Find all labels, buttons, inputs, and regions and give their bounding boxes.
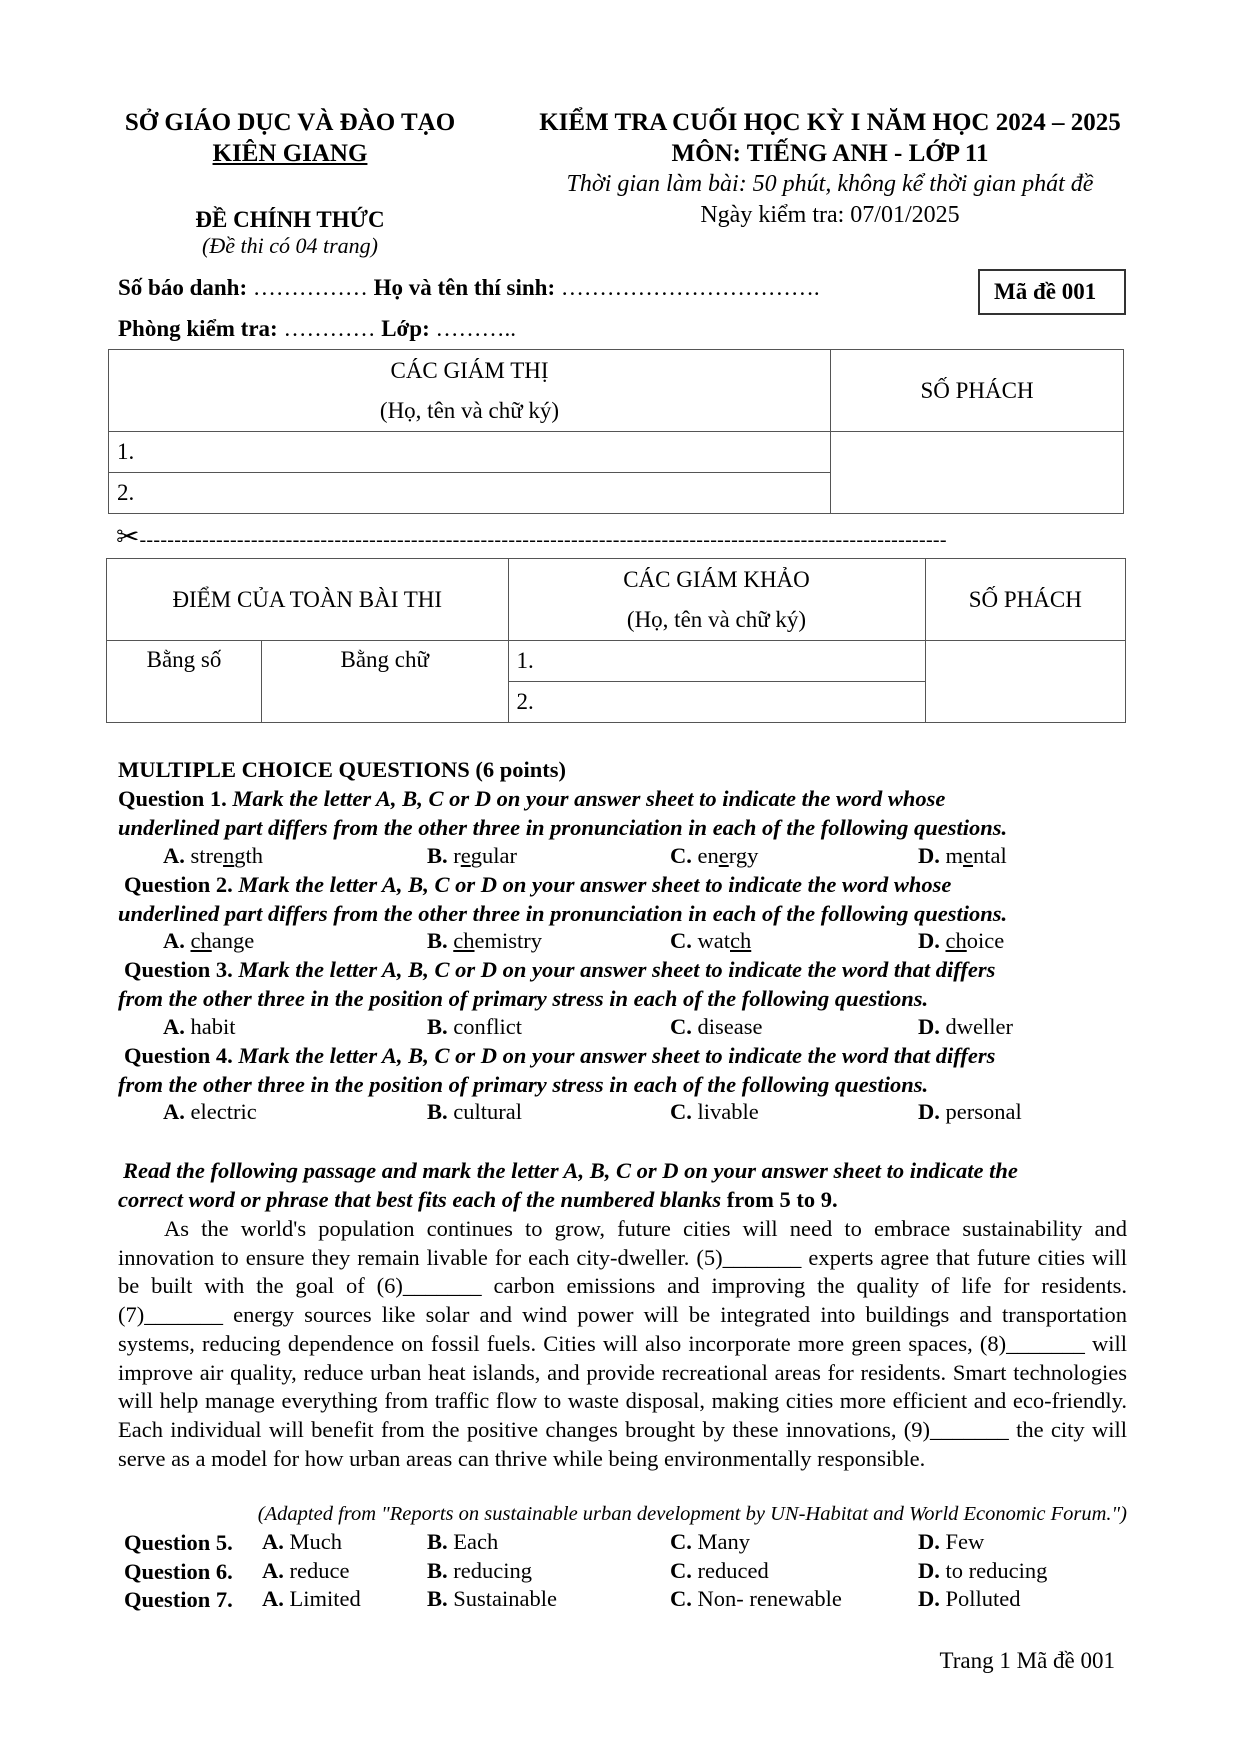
q7-option-c[interactable]: C. Non- renewable bbox=[670, 1586, 842, 1611]
q3-option-a[interactable]: A. habit bbox=[163, 1014, 236, 1039]
question-4: Question 4. Mark the letter A, B, C or D on your answer sheet to indicate the word that differs from the other three in the position of primary stress in each of the following questions. bbox=[118, 1043, 996, 1097]
so-phach-cell bbox=[831, 432, 1124, 514]
q6-option-d[interactable]: D. to reducing bbox=[918, 1558, 1048, 1583]
passage-source: (Adapted from "Reports on sustainable urban development by UN-Habitat and World Economic Forum.") bbox=[257, 1503, 1127, 1525]
q1-option-d[interactable]: D. mental bbox=[918, 843, 1007, 868]
q6-option-c[interactable]: C. reduced bbox=[670, 1558, 769, 1583]
q4-option-c[interactable]: C. livable bbox=[670, 1099, 759, 1124]
q2-option-c[interactable]: C. watch bbox=[670, 928, 752, 953]
q4-option-a[interactable]: A. electric bbox=[163, 1099, 257, 1124]
proctor-row-1: 1. bbox=[109, 432, 831, 473]
score-table bbox=[106, 558, 1126, 723]
question-1: Question 1. Mark the letter A, B, C or D on your answer sheet to indicate the word whose underlined part differs from the other three in pronunciation in each of the following questions. bbox=[118, 786, 1008, 840]
examiner-row-2: 2. bbox=[508, 682, 925, 723]
q5-label: Question 5. bbox=[124, 1530, 233, 1555]
q4-option-d[interactable]: D. personal bbox=[918, 1099, 1022, 1124]
so-phach-header: SỐ PHÁCH bbox=[831, 350, 1124, 432]
q6-option-a[interactable]: A. reduce bbox=[262, 1558, 350, 1583]
q7-option-a[interactable]: A. Limited bbox=[262, 1586, 361, 1611]
q6-option-b[interactable]: B. reducing bbox=[427, 1558, 532, 1583]
q5-option-b[interactable]: B. Each bbox=[427, 1529, 499, 1554]
q5-option-a[interactable]: A. Much bbox=[262, 1529, 342, 1554]
passage-text: As the world's population continues to grow, future cities will need to embrace sustainability and innovation to ensure they remain livable for each city-dweller. (5)_______ experts agree that future cities will be built with the goal of (6)_______ carbon emissions and improving the quality of life for residents. (7)_______ energy sources like solar and wind power will be integrated into buildings and transportation systems, reducing dependence on fossil fuels. Cities will also incorporate more green spaces, (8)_______ will improve air quality, reduce urban heat islands, and provide recreational areas for residents. Smart technologies will help manage everything from traffic flow to waste disposal, making cities more efficient and eco-friendly. Each individual will benefit from the positive changes brought by these innovations, (9)_______ the city will serve as a model for how urban areas can thrive while being environmentally responsible. bbox=[118, 1216, 1127, 1471]
q4-option-b[interactable]: B. cultural bbox=[427, 1099, 522, 1124]
q3-option-c[interactable]: C. disease bbox=[670, 1014, 763, 1039]
section-title: MULTIPLE CHOICE QUESTIONS (6 points) bbox=[118, 757, 567, 782]
scissors-icon: ✂ bbox=[116, 525, 140, 552]
q1-option-a[interactable]: A. strength bbox=[163, 843, 264, 868]
page-footer: Trang 1 Mã đề 001 bbox=[939, 1648, 1115, 1673]
score-by-word: Bằng chữ bbox=[262, 641, 509, 723]
score-by-number: Bằng số bbox=[107, 641, 262, 723]
q7-option-d[interactable]: D. Polluted bbox=[918, 1586, 1021, 1611]
exam-title: KIỂM TRA CUỐI HỌC KỲ I NĂM HỌC 2024 – 2025 MÔN: TIẾNG ANH - LỚP 11 Thời gian làm bài: 50 phút, không kể thời gian phát đề Ngày kiểm tra: 07/01/2025 bbox=[539, 109, 1121, 228]
score-header: ĐIỂM CỦA TOÀN BÀI THI bbox=[107, 559, 509, 641]
department-name: SỞ GIÁO DỤC VÀ ĐÀO TẠO KIÊN GIANG bbox=[124, 109, 456, 167]
proctor-row-2: 2. bbox=[109, 473, 831, 514]
cut-line: ✂-------------------------------------------------------------------------------------------------------------------- bbox=[116, 525, 1116, 552]
q2-option-a[interactable]: A. change bbox=[163, 928, 255, 953]
so-phach-cell-2 bbox=[925, 641, 1126, 723]
q1-option-b[interactable]: B. regular bbox=[427, 843, 517, 868]
question-3: Question 3. Mark the letter A, B, C or D on your answer sheet to indicate the word that differs from the other three in the position of primary stress in each of the following questions. bbox=[118, 957, 996, 1011]
q2-option-b[interactable]: B. chemistry bbox=[427, 928, 543, 953]
room-class-line: Phòng kiểm tra: ………… Lớp: ……….. bbox=[118, 316, 516, 341]
q3-option-b[interactable]: B. conflict bbox=[427, 1014, 522, 1039]
candidate-id-line: Số báo danh: …………… Họ và tên thí sinh: ……………………………. bbox=[118, 275, 820, 300]
q5-option-d[interactable]: D. Few bbox=[918, 1529, 985, 1554]
q5-option-c[interactable]: C. Many bbox=[670, 1529, 750, 1554]
q1-option-c[interactable]: C. energy bbox=[670, 843, 759, 868]
q6-label: Question 6. bbox=[124, 1559, 233, 1584]
q7-label: Question 7. bbox=[124, 1587, 233, 1612]
proctors-table bbox=[108, 349, 1124, 514]
passage-instructions: Read the following passage and mark the letter A, B, C or D on your answer sheet to indicate the correct word or phrase that best fits each of the numbered blanks from 5 to 9. bbox=[118, 1158, 1018, 1212]
q7-option-b[interactable]: B. Sustainable bbox=[427, 1586, 557, 1611]
q2-option-d[interactable]: D. choice bbox=[918, 928, 1005, 953]
proctors-header: CÁC GIÁM THỊ (Họ, tên và chữ ký) bbox=[109, 350, 831, 432]
q3-option-d[interactable]: D. dweller bbox=[918, 1014, 1013, 1039]
question-2: Question 2. Mark the letter A, B, C or D on your answer sheet to indicate the word whose underlined part differs from the other three in pronunciation in each of the following questions. bbox=[118, 872, 1008, 926]
so-phach-header-2: SỐ PHÁCH bbox=[925, 559, 1126, 641]
examiners-header: CÁC GIÁM KHẢO (Họ, tên và chữ ký) bbox=[508, 559, 925, 641]
examiner-row-1: 1. bbox=[508, 641, 925, 682]
official-label: ĐỀ CHÍNH THỨC (Đề thi có 04 trang) bbox=[195, 207, 385, 258]
exam-code-box: Mã đề 001 bbox=[978, 269, 1126, 315]
